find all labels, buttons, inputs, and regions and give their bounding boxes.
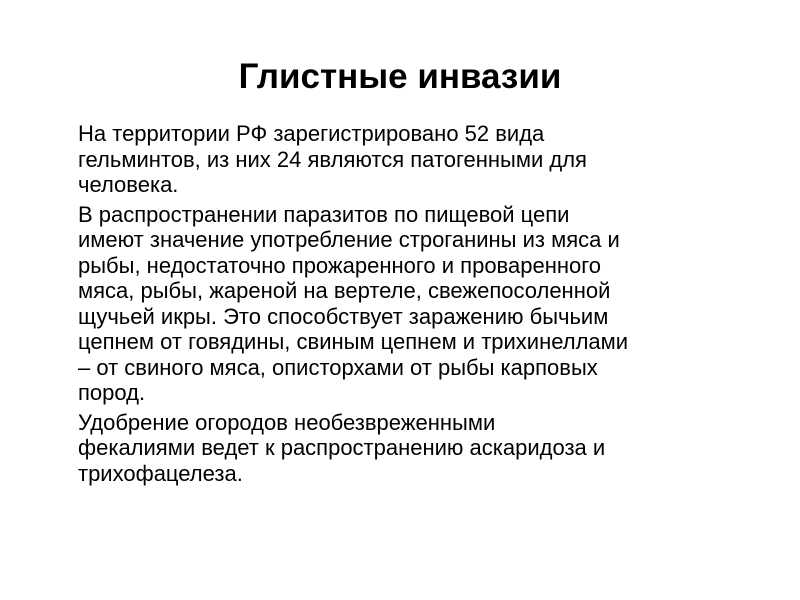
paragraph-food-chain: В распространении паразитов по пищевой цепи имеют значение употребление строганины из мяса и рыбы, недостаточно прожаренного и проваренного мяса, рыбы, жареной на вертеле, свежепосоленной щучьей икры. Это способствует заражению бычьим цепнем от говядины, свиным цепнем и трихинеллами – от свиного мяса, описторхами от рыбы карповых пород. [78, 201, 629, 405]
paragraph-helminth-count: На территории РФ зарегистрировано 52 вида гельминтов, из них 24 являются патогенными для человека. [78, 121, 587, 197]
slide-title: Глистные инвазии [238, 57, 562, 96]
paragraph-fertilization: Удобрение огородов необезвреженными фекалиями ведет к распространению аскаридоза и трихофацелеза. [78, 409, 606, 486]
slide-body [78, 121, 768, 490]
